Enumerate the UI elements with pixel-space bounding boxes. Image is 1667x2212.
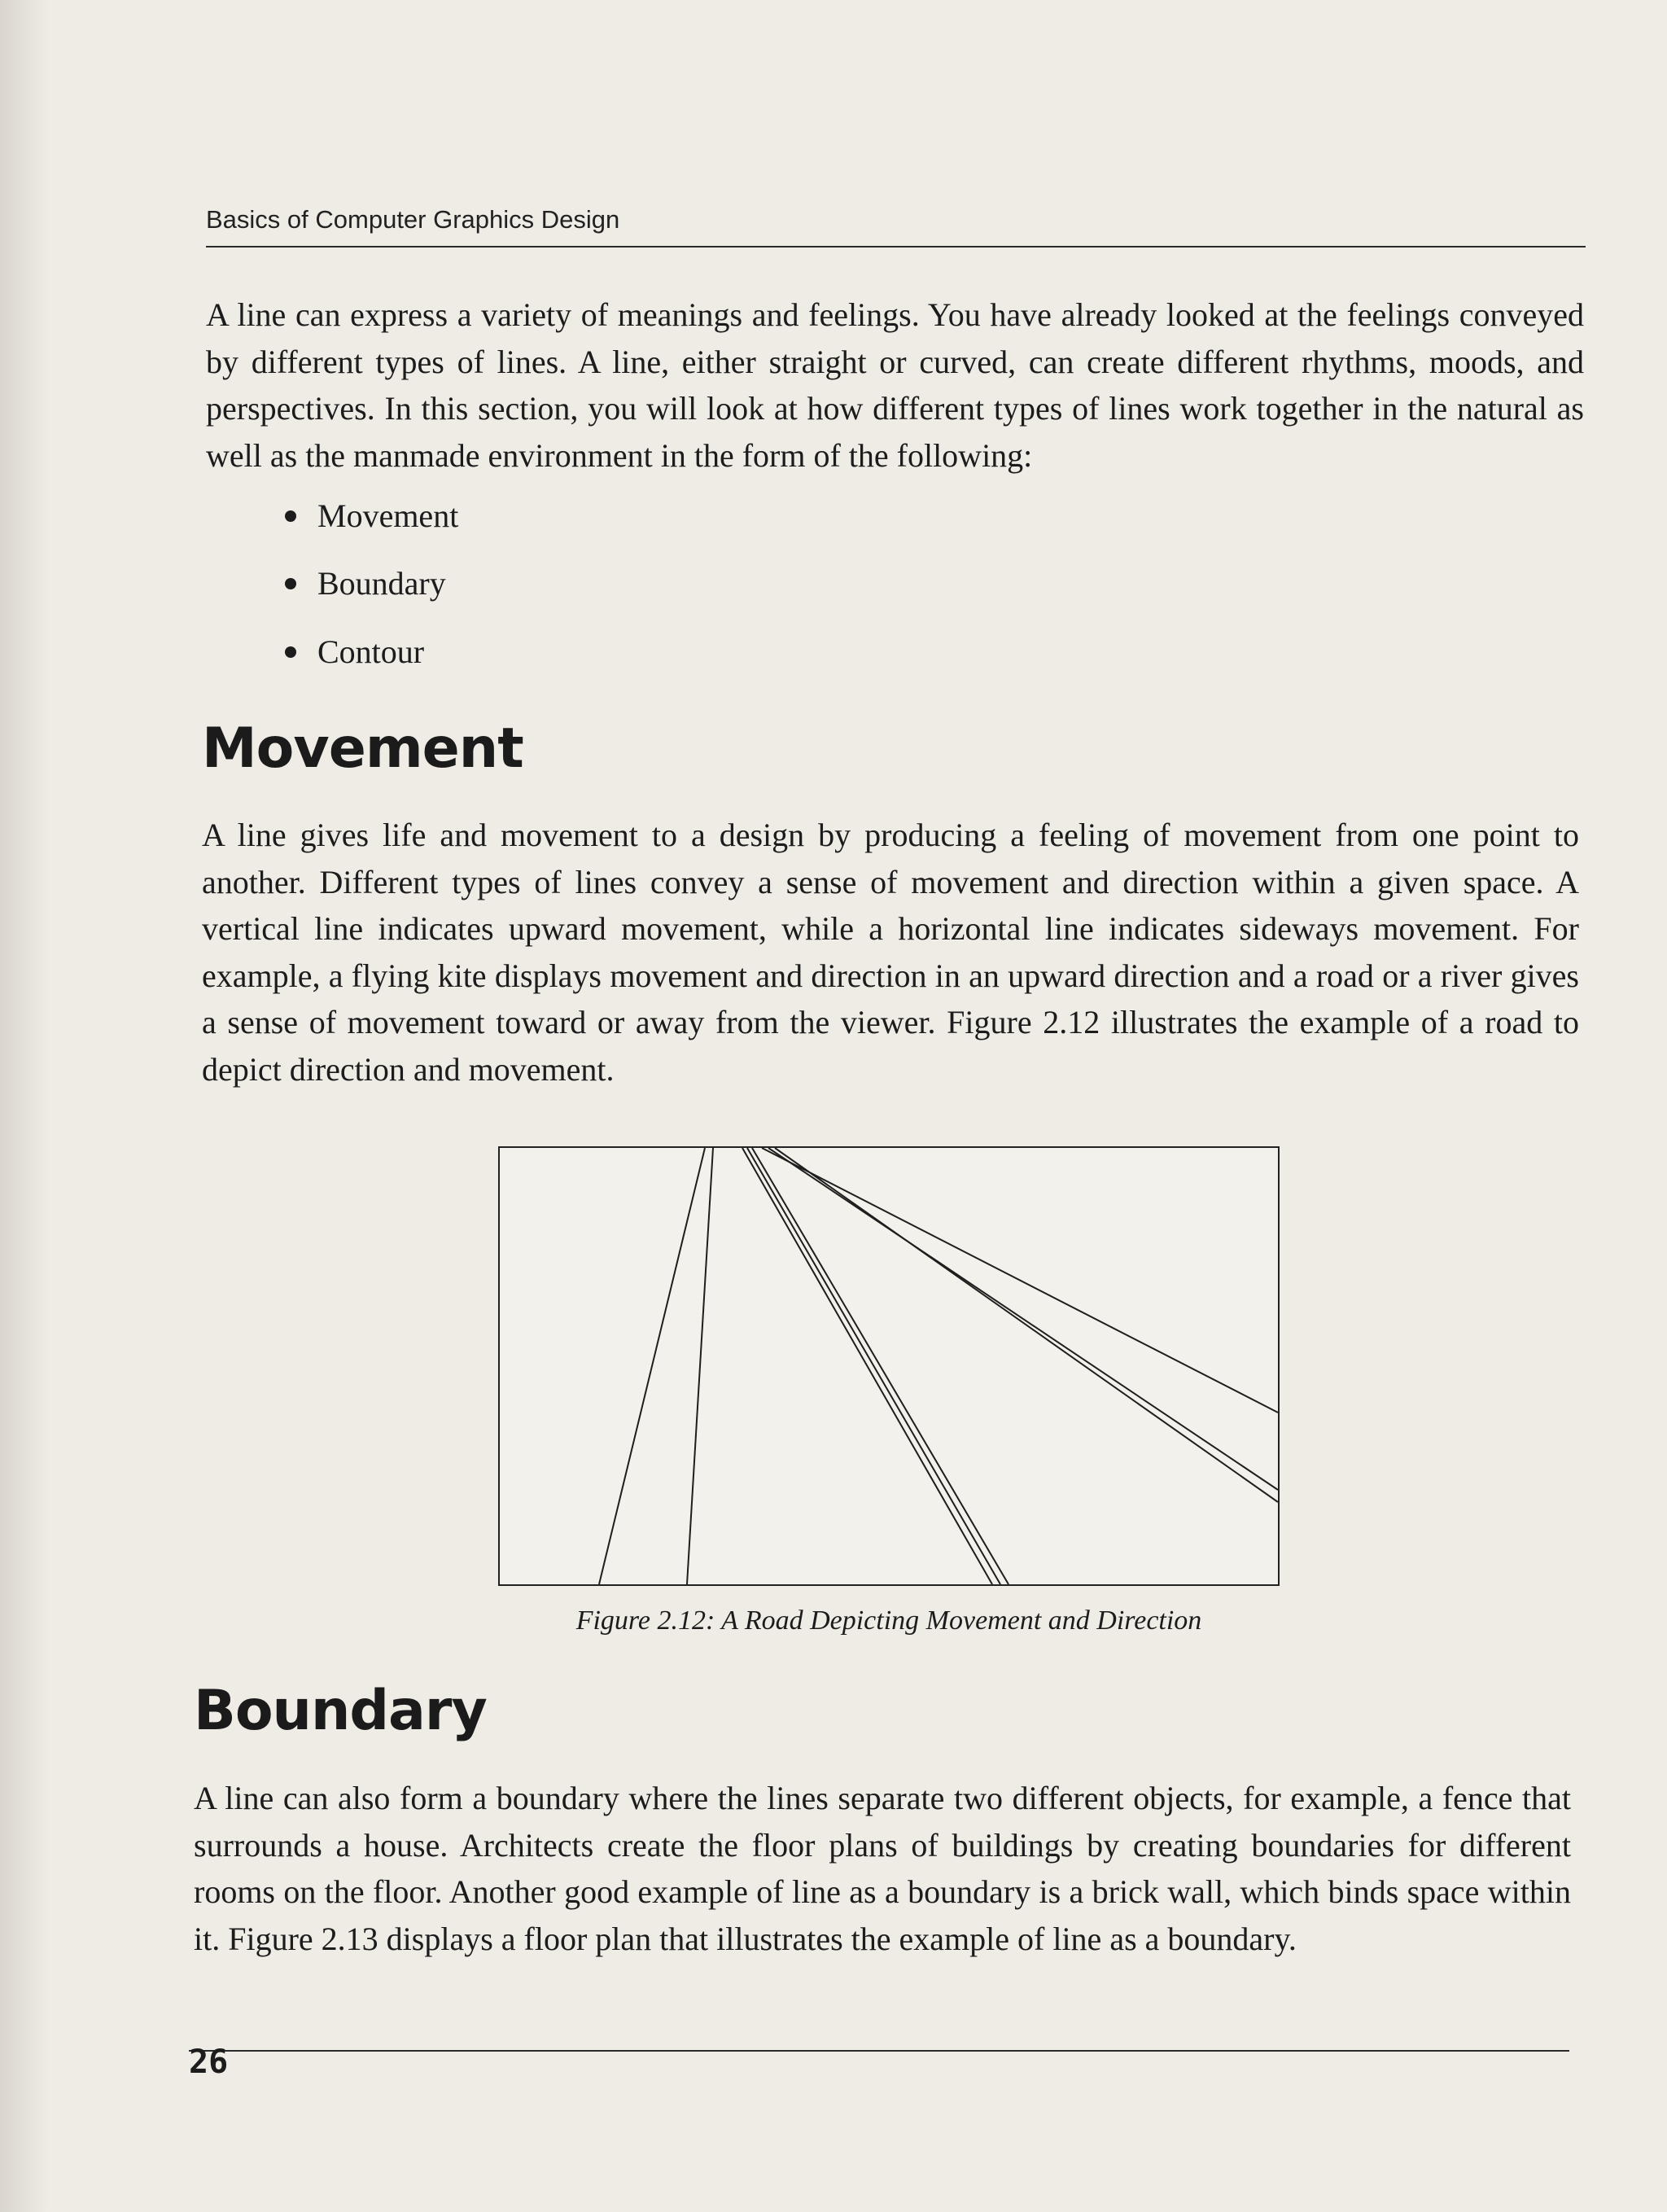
road-left-line-2 bbox=[687, 1148, 713, 1584]
road-center-line-3 bbox=[752, 1148, 1009, 1584]
bullet-label: Movement bbox=[317, 497, 459, 534]
bullet-icon bbox=[285, 646, 296, 658]
section-heading-movement: Movement bbox=[202, 716, 523, 781]
bullet-item-boundary bbox=[285, 564, 446, 602]
footer-rule bbox=[189, 2050, 1569, 2052]
bullet-label: Boundary bbox=[317, 565, 446, 602]
figure-caption: Figure 2.12: A Road Depicting Movement and Direction bbox=[575, 1605, 1202, 1636]
road-right-line bbox=[762, 1148, 1278, 1413]
page-binding-shadow bbox=[0, 0, 49, 2212]
intro-paragraph: A line can express a variety of meanings and feelings. You have already looked at the feelings conveyed by different types of lines. A line, either straight or curved, can create different rhythms, moods, and perspectives. In this section, you will look at how different types of lines work together in the natural as well as the manmade environment in the form of the following: bbox=[206, 296, 1584, 474]
bullet-item-contour bbox=[285, 633, 424, 671]
movement-paragraph: A line gives life and movement to a design by producing a feeling of movement from one point to another. Different types of lines convey a sense of movement and direction within a given space. A vertical line indicates upward movement, while a horizontal line indicates sideways movement. For example, a flying kite displays movement and direction in an upward direction and a road or a river gives a sense of movement toward or away from the viewer. Figure 2.12 illustrates the example of a road to depict direction and movement. bbox=[202, 817, 1579, 1088]
road-center-line-2 bbox=[747, 1148, 1000, 1584]
bullet-label: Contour bbox=[317, 633, 425, 670]
bullet-icon bbox=[285, 578, 296, 589]
road-figure bbox=[498, 1146, 1280, 1586]
road-illustration bbox=[500, 1148, 1278, 1584]
running-header: Basics of Computer Graphics Design bbox=[206, 205, 620, 234]
section-heading-boundary: Boundary bbox=[194, 1679, 487, 1743]
road-left-line bbox=[599, 1148, 705, 1584]
road-right-line-2 bbox=[768, 1148, 1278, 1490]
header-rule bbox=[206, 246, 1586, 247]
page-number: 26 bbox=[189, 2043, 229, 2081]
boundary-paragraph: A line can also form a boundary where the lines separate two different objects, for example, a fence that surrounds a house. Architects create the floor plans of buildings by creating boundaries for different rooms on the floor. Another good example of line as a boundary is a brick wall, which binds space within it. Figure 2.13 displays a floor plan that illustrates the example of line as a boundary. bbox=[194, 1780, 1571, 1957]
bullet-icon bbox=[285, 510, 296, 522]
bullet-item-movement bbox=[285, 497, 458, 535]
